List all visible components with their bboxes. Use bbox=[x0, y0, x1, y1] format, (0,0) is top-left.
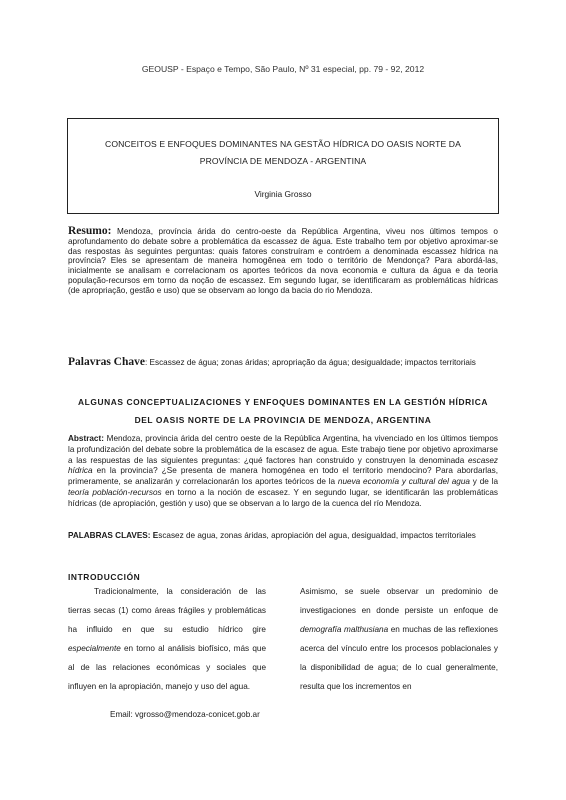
body-column-left bbox=[68, 583, 266, 696]
title-pt-line1: CONCEITOS E ENFOQUES DOMINANTES NA GESTÃO HÍDRICA DO OASIS NORTE DA bbox=[105, 139, 461, 149]
col2-text-2: en muchas de las reflexiones acerca del vínculo entre los procesos poblacionales y la disponibilidad de agua; de lo cual generalmente, resulta que los incrementos en bbox=[300, 624, 498, 691]
abstract-italic-1: escasez hídrica bbox=[68, 455, 498, 476]
title-es-line2: DEL OASIS NORTE DE LA PROVINCIA DE MENDOZA, ARGENTINA bbox=[134, 415, 432, 425]
body-column-right bbox=[300, 583, 498, 696]
palabras-claves-text: scasez de agua, zonas áridas, apropiación del agua, desigualdad, impactos territoriales bbox=[158, 531, 476, 540]
col2-italic-1: demografía malthusiana bbox=[300, 624, 389, 634]
col1-text-2: en torno al análisis biofísico, más que al de las relaciones económicas y sociales que influyen en la apropiación, manejo y uso del agua. bbox=[68, 643, 266, 691]
paper-title-spanish bbox=[68, 393, 498, 429]
palavras-chave-label: Palavras Chave bbox=[68, 356, 145, 368]
palabras-claves-label: PALABRAS CLAVES: E bbox=[68, 531, 159, 540]
paper-title-portuguese bbox=[80, 136, 486, 170]
abstract-text-2: en la provincia? ¿Se presenta de manera homogénea en todo el territorio mendocino? Para abordarlas, primeramente, se analizarán y correlacionarán los aportes teóricos de la bbox=[68, 466, 498, 487]
resumo-text: Mendoza, província árida do centro-oeste da República Argentina, viveu nos últimos tempos o aprofundamento do debate sobre a problemática da escassez de água. Este trabalho tem por objetivo aproximar-se das respostas às seguintes perguntas: quais fatores construíram e contróem a denominada escassez hídrica na província? Eles se apresentam de maneira homogênea em todo o território de Mendonça? Para abordá-las, inicialmente se analisam e correlacionam os aportes teóricos da nova economia e cultura da água e da teoria população-recursos em torno da noção de escassez. Em segundo lugar, se identificaram as problemáticas hídricas (de apropriação, gestão e uso) que se observam ao longo da bacia do rio Mendoza. bbox=[68, 227, 498, 295]
resumo-label: Resumo: bbox=[68, 225, 112, 237]
palavras-chave-text: : Escassez de água; zonas áridas; apropriação da água; desigualdade; impactos territoriais bbox=[144, 358, 476, 367]
resumo-paragraph bbox=[68, 227, 498, 296]
abstract-text-3: y de la bbox=[469, 477, 499, 487]
palabras-claves-paragraph bbox=[68, 527, 498, 544]
journal-citation-header: GEOUSP - Espaço e Tempo, São Paulo, Nº 31 especial, pp. 79 - 92, 2012 bbox=[141, 64, 425, 74]
author-email-footnote: Email: vgrosso@mendoza-conicet.gob.ar bbox=[110, 710, 260, 719]
abstract-italic-2: nueva economía y cultural del agua bbox=[337, 477, 470, 487]
col2-text-1: Asimismo, se suele observar un predominio de investigaciones en donde persiste un enfoque de bbox=[300, 587, 498, 615]
abstract-italic-3: teoría población-recursos bbox=[68, 487, 162, 497]
abstract-text-4: en torno a la noción de escasez. Y en segundo lugar, se identificarán las problemáticas hídricas (de apropiación, gestión y uso) que se observan a lo largo de la cuenca del río Mendoza. bbox=[68, 487, 498, 508]
abstract-paragraph bbox=[68, 434, 498, 510]
title-pt-line2: PROVÍNCIA DE MENDOZA - ARGENTINA bbox=[199, 156, 367, 166]
author-name: Virginia Grosso bbox=[254, 189, 312, 199]
abstract-label: Abstract: bbox=[68, 434, 104, 443]
title-es-line1: ALGUNAS CONCEPTUALIZACIONES Y ENFOQUES DOMINANTES EN LA GESTIÓN HÍDRICA bbox=[77, 397, 489, 407]
abstract-text-1: Mendoza, provincia árida del centro oeste de la República Argentina, ha vivenciado en los últimos tiempos la profundización del debate sobre la problemática de la escasez de agua. Este trabajo tiene por objetivo aproximarse a las respuestas de las siguientes preguntas: ¿qué factores han construido y construyen la denominada bbox=[68, 434, 498, 465]
palavras-chave-paragraph bbox=[68, 357, 498, 368]
col1-text-1: Tradicionalmente, la consideración de las tierras secas (1) como áreas frágiles y problemáticas ha influido en que su estudio hídrico gire bbox=[68, 587, 266, 634]
introduccion-heading: INTRODUCCIÓN bbox=[68, 572, 141, 582]
col1-italic-1: especialmente bbox=[68, 643, 121, 653]
